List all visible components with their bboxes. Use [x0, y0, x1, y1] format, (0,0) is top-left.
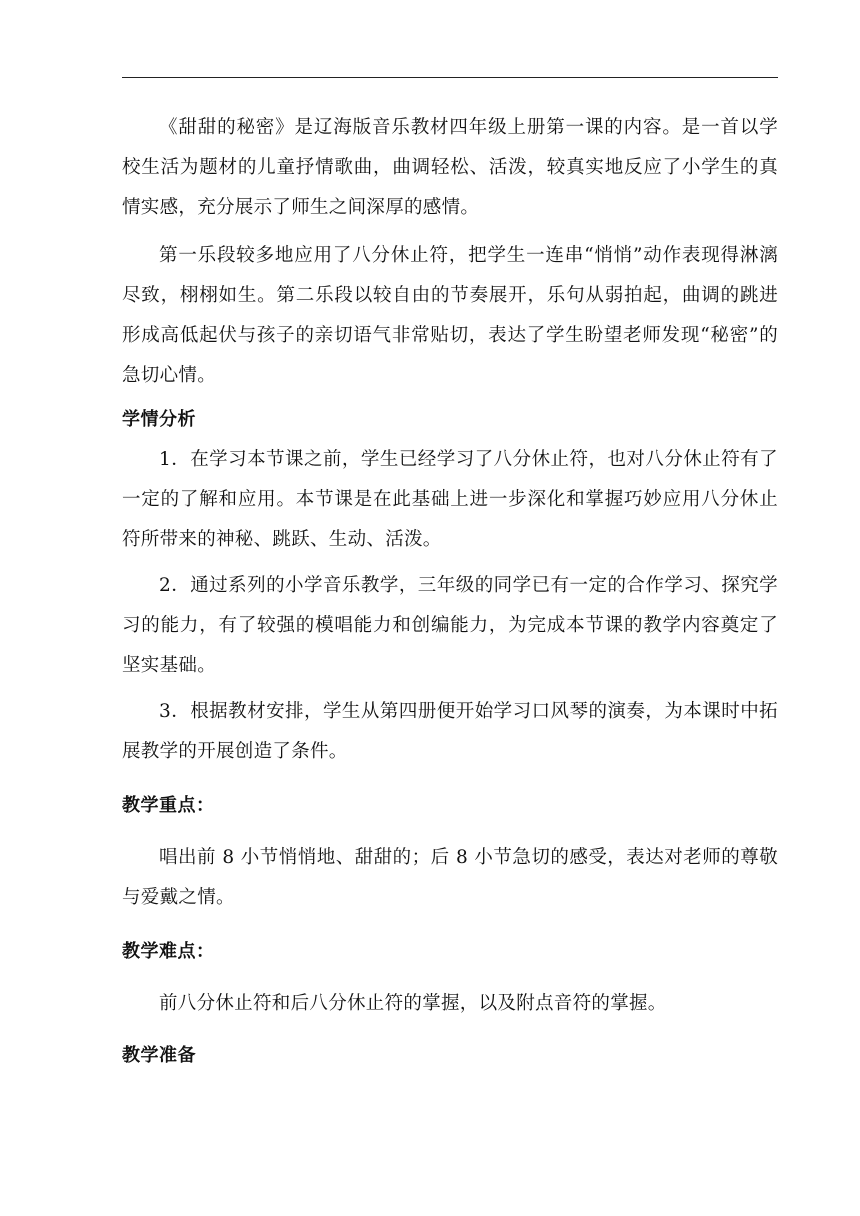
header-rule	[122, 77, 778, 78]
intro-paragraph-2: 第一乐段较多地应用了八分休止符，把学生一连串“悄悄”动作表现得淋漓尽致，栩栩如生。第二乐段以较自由的节奏展开，乐句从弱拍起，曲调的跳进形成高低起伏与孩子的亲切语气非常贴切，表达了学生盼望老师发现“秘密”的急切心情。	[122, 245, 778, 386]
key-points-text: 唱出前 8 小节悄悄地、甜甜的；后 8 小节急切的感受，表达对老师的尊敬与爱戴之情。	[122, 847, 778, 908]
section-heading-difficulties: 教学难点：	[122, 941, 215, 962]
section-heading-analysis: 学情分析	[122, 409, 196, 430]
document-body	[122, 108, 778, 1076]
section-heading-key-points: 教学重点：	[122, 795, 215, 816]
analysis-item-3: 3．根据教材安排，学生从第四册便开始学习口风琴的演奏，为本课时中拓展教学的开展创造了条件。	[122, 701, 778, 762]
section-heading-preparation: 教学准备	[122, 1045, 196, 1066]
analysis-item-2: 2．通过系列的小学音乐教学，三年级的同学已有一定的合作学习、探究学习的能力，有了较强的模唱能力和创编能力，为完成本节课的教学内容奠定了坚实基础。	[122, 575, 778, 676]
intro-paragraph-1: 《甜甜的秘密》是辽海版音乐教材四年级上册第一课的内容。是一首以学校生活为题材的儿童抒情歌曲，曲调轻松、活泼，较真实地反应了小学生的真情实感，充分展示了师生之间深厚的感情。	[122, 117, 778, 218]
analysis-item-1: 1．在学习本节课之前，学生已经学习了八分休止符，也对八分休止符有了一定的了解和应用。本节课是在此基础上进一步深化和掌握巧妙应用八分休止符所带来的神秘、跳跃、生动、活泼。	[122, 449, 778, 550]
difficulties-text: 前八分休止符和后八分休止符的掌握，以及附点音符的掌握。	[159, 993, 667, 1014]
